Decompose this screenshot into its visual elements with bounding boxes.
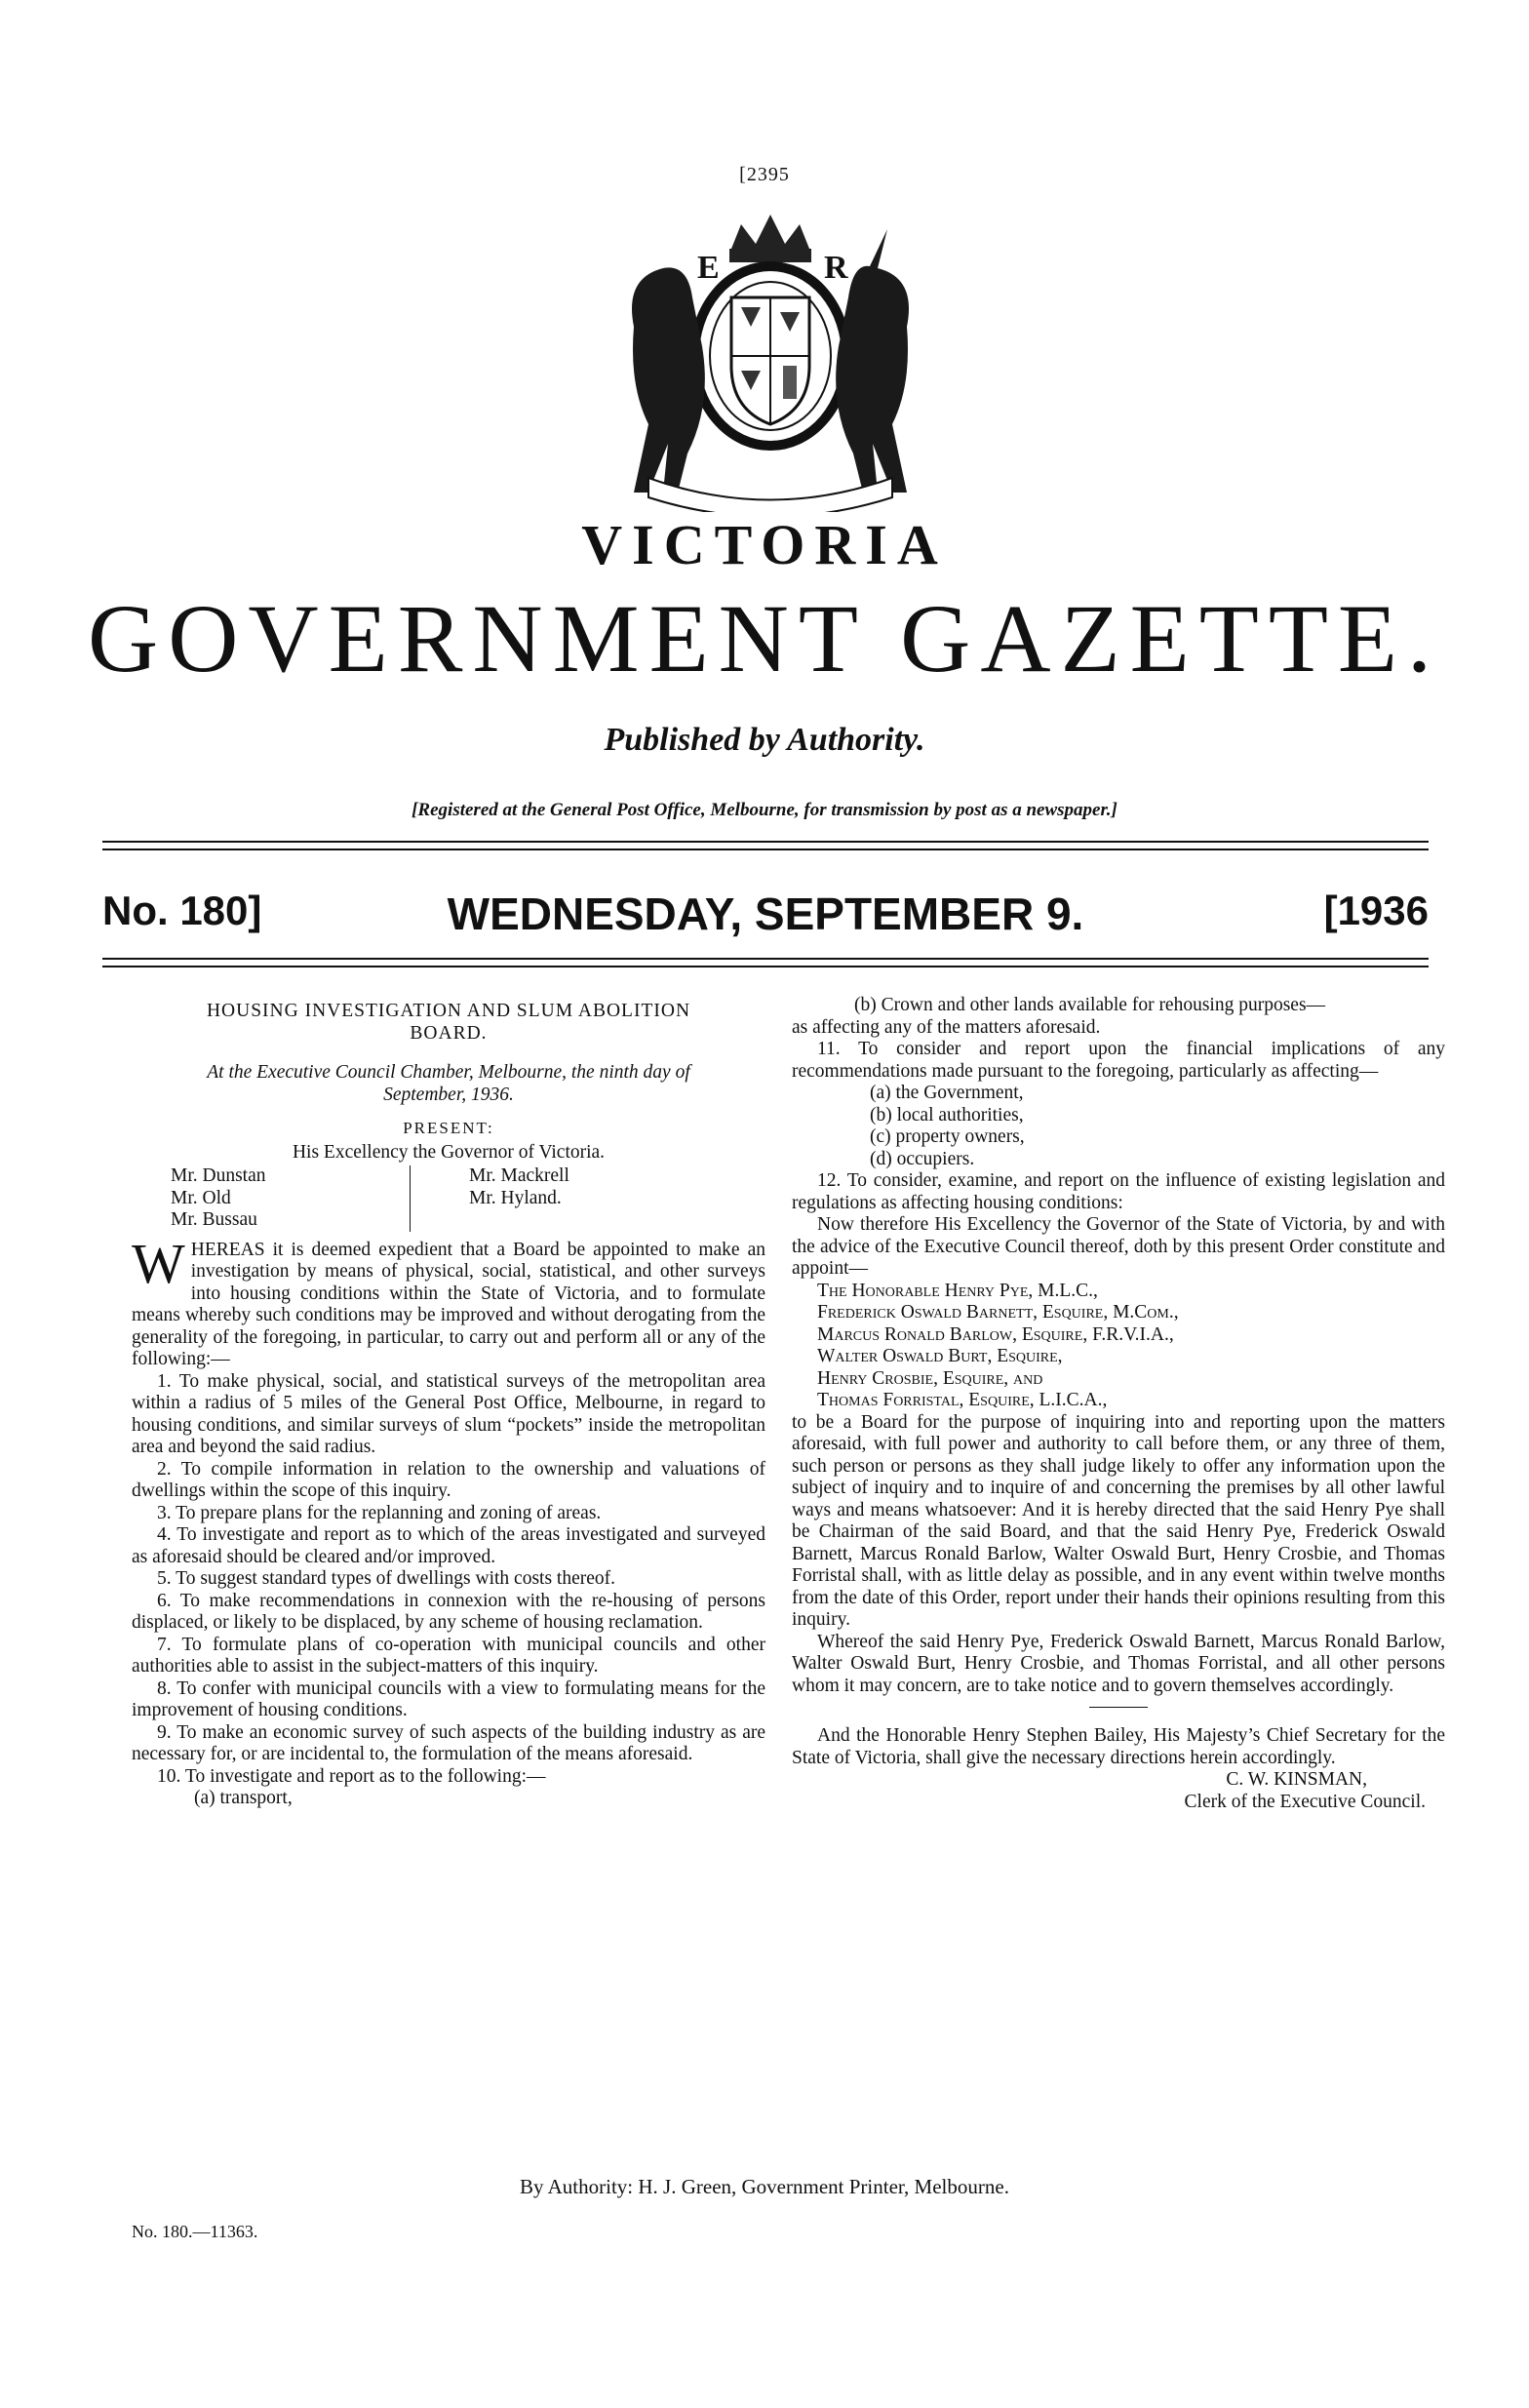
masthead-rule-top	[102, 841, 1429, 850]
crest-letter-e: E	[697, 250, 720, 286]
sub-item: (b) Crown and other lands available for rehousing purposes—	[854, 995, 1326, 1015]
list-item: 2. To compile information in relation to the ownership and valuations of dwellings within the scope of this inquiry.	[132, 1458, 765, 1501]
council-member: Mr. Bussau	[171, 1209, 257, 1230]
list-item: 3. To prepare plans for the replanning and zoning of areas.	[157, 1502, 602, 1523]
council-member: Mr. Dunstan	[171, 1165, 266, 1186]
signature-name: C. W. KINSMAN,	[1226, 1769, 1367, 1790]
list-item: 1. To make physical, social, and statistical surveys of the metropolitan area within a radius of 5 miles of the General Post Office, Melbourne, in regard to housing conditions, and similar surveys of slum “pockets” inside the metropolitan area and beyond the said radius.	[132, 1370, 765, 1457]
list-item: 10. To investigate and report as to the following:—	[157, 1765, 546, 1787]
council-member: Mr. Hyland.	[469, 1187, 562, 1208]
list-item: 7. To formulate plans of co-operation with municipal councils and other authorities able to assist in the subject-matters of this inquiry.	[132, 1634, 765, 1677]
issue-year: [1936	[1323, 888, 1429, 933]
right-column	[792, 995, 1445, 1813]
gazette-title: GOVERNMENT GAZETTE.	[88, 584, 1441, 692]
list-item: 8. To confer with municipal councils with a view to formulating means for the improvement of housing conditions.	[132, 1678, 765, 1720]
printer-authority: By Authority: H. J. Green, Government Printer, Melbourne.	[520, 2175, 1009, 2198]
crest-letter-r: R	[824, 250, 848, 286]
council-members	[171, 1165, 765, 1232]
board-member: Thomas Forristal, Esquire, L.I.C.A.,	[817, 1390, 1108, 1410]
whereas-text: HEREAS it is deemed expedient that a Board be appointed to make an investigation by means of physical, social, statistical, and other surveys into housing conditions within the State of Victoria, and to formulate means whereby such conditions may be improved and without derogating from the generality of the foregoing, in particular, to carry out and perform all or any of the following:—	[132, 1239, 765, 1369]
council-place: At the Executive Council Chamber, Melbourne, the ninth day of September, 1936.	[207, 1062, 690, 1105]
board-member: Marcus Ronald Barlow, Esquire, F.R.V.I.A.,	[817, 1323, 1174, 1345]
sub-item: (c) property owners,	[870, 1126, 1025, 1147]
masthead-rule-bottom	[102, 958, 1429, 967]
state-title: VICTORIA	[581, 513, 948, 576]
issue-number: No. 180]	[102, 888, 262, 933]
issue-date: WEDNESDAY, SEPTEMBER 9.	[447, 888, 1084, 939]
registration-notice: [Registered at the General Post Office, Melbourne, for transmission by post as a newspaper.]	[412, 800, 1117, 820]
notice-heading: HOUSING INVESTIGATION AND SLUM ABOLITION BOARD.	[206, 1001, 691, 1044]
issue-line	[102, 888, 1429, 946]
signature-title: Clerk of the Executive Council.	[1184, 1791, 1426, 1812]
left-column	[132, 995, 765, 1810]
board-member: Henry Crosbie, Esquire, and	[817, 1367, 1043, 1389]
print-number: No. 180.—11363.	[132, 2222, 258, 2241]
council-member: Mr. Old	[171, 1187, 231, 1208]
list-item: 9. To make an economic survey of such aspects of the building industry as are necessary for, or are incidental to, the formulation of the means aforesaid.	[132, 1721, 765, 1764]
council-member: Mr. Mackrell	[469, 1165, 569, 1186]
list-item: 12. To consider, examine, and report on the influence of existing legislation and regulations as affecting housing conditions:	[792, 1170, 1445, 1213]
list-item: 5. To suggest standard types of dwellings with costs thereof.	[157, 1568, 615, 1589]
list-item: 4. To investigate and report as to which of the areas investigated and surveyed as aforesaid should be cleared and/or improved.	[132, 1524, 765, 1567]
board-member: Walter Oswald Burt, Esquire,	[817, 1346, 1063, 1366]
royal-coat-of-arms-icon	[595, 210, 946, 512]
sub-item: (a) transport,	[194, 1788, 293, 1808]
sub-item: (a) the Government,	[870, 1083, 1024, 1103]
published-by-authority: Published by Authority.	[604, 722, 925, 758]
governor-line: His Excellency the Governor of Victoria.	[292, 1141, 606, 1163]
board-members	[792, 1281, 1445, 1412]
sub-item: (d) occupiers.	[870, 1148, 975, 1169]
whereof-paragraph: Whereof the said Henry Pye, Frederick Oswald Barnett, Marcus Ronald Barlow, Walter Oswald Burt, Henry Crosbie, and Thomas Forristal, and all other persons whom it may concern, are to take notice and to govern themselves accordingly.	[792, 1631, 1445, 1696]
board-member: The Honorable Henry Pye, M.L.C.,	[817, 1280, 1098, 1301]
page-number: [2395	[739, 164, 790, 185]
present-label: PRESENT:	[403, 1119, 494, 1137]
divider	[1089, 1707, 1148, 1708]
list-item: 6. To make recommendations in connexion with the re-housing of persons displaced, or likely to be displaced, by any scheme of housing reclamation.	[132, 1590, 765, 1633]
bailey-paragraph: And the Honorable Henry Stephen Bailey, His Majesty’s Chief Secretary for the State of Victoria, shall give the necessary directions herein accordingly.	[792, 1725, 1445, 1768]
whereas-paragraph	[132, 1231, 765, 1371]
affecting-line: as affecting any of the matters aforesaid.	[792, 1016, 1101, 1038]
appointment-paragraph: Now therefore His Excellency the Governor of the State of Victoria, by and with the advice of the Executive Council thereof, doth by this present Order constitute and appoint—	[792, 1214, 1445, 1279]
drop-cap: W	[132, 1231, 185, 1295]
list-item: 11. To consider and report upon the financial implications of any recommendations made pursuant to the foregoing, particularly as affecting—	[792, 1039, 1445, 1082]
sub-item: (b) local authorities,	[870, 1104, 1024, 1125]
board-member: Frederick Oswald Barnett, Esquire, M.Com.,	[817, 1302, 1179, 1322]
board-paragraph: to be a Board for the purpose of inquiring into and reporting upon the matters aforesaid, with full power and authority to call before them, or any three of them, such person or persons as they shall judge likely to offer any information upon the subject of inquiry and to inquire of and concerning the premises by all other lawful ways and means whatsoever: And it is hereby directed that the said Henry Pye shall be Chairman of the said Board, and that the said Henry Pye, Frederick Oswald Barnett, Marcus Ronald Barlow, Walter Oswald Burt, Henry Crosbie, and Thomas Forristal shall, with as little delay as possible, and in any event within twelve months from the date of this Order, report under their hands their opinions resulting from this inquiry.	[792, 1411, 1445, 1630]
